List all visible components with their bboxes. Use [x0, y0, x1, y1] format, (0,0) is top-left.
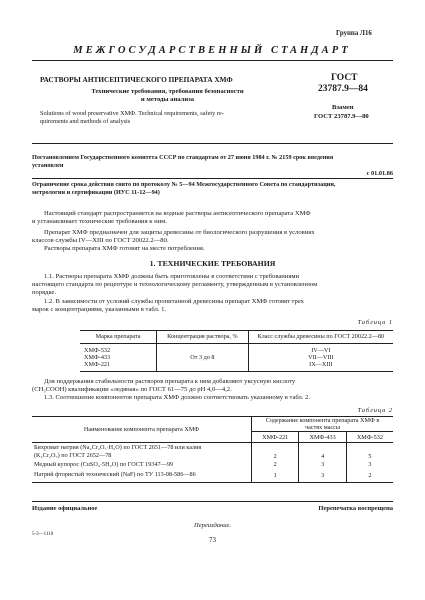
table-1-caption: Таблица 1	[357, 319, 393, 326]
t2-cell: 4	[299, 443, 346, 460]
t2-cell: 5	[346, 443, 393, 460]
t1-header-concentration: Концентрация раствора, %	[157, 331, 249, 344]
reissue-note: Переиздание.	[194, 522, 231, 529]
t2-cell: 3	[346, 460, 393, 470]
english-title-line-2: quirements and methods of analysis	[40, 118, 131, 125]
title-divider	[32, 143, 393, 144]
t2-row-name-line: (K₂Cr₂O₇) по ГОСТ 2652—78	[34, 451, 112, 459]
english-title-line-1: Solutions of wood preservative ХМФ. Technical requirements, safety re-	[40, 110, 224, 117]
limitation-line-1: Ограничение срока действия снято по протоколу № 5—94 Межгосударственного Совета по стандартизации,	[32, 181, 336, 188]
t2-header-component: Наименование компонента препарата ХМФ	[32, 417, 252, 443]
t1-class: VII—VIII	[308, 353, 334, 361]
top-divider	[32, 60, 393, 61]
p12-line-2: марок с концентрациями, указанными в табл. 1.	[32, 306, 167, 313]
t2-subheader: ХМФ-532	[346, 432, 393, 443]
group-label: Группа Л16	[336, 30, 372, 37]
print-code: 5-3—1110	[32, 532, 54, 537]
t1-grade: ХМФ-532	[84, 346, 111, 354]
standard-banner: МЕЖГОСУДАРСТВЕННЫЙ СТАНДАРТ	[73, 45, 351, 56]
t1-concentration: От 3 до 8	[157, 344, 249, 372]
t1-class: IV—VI	[311, 346, 331, 354]
t1-classes-cell	[248, 344, 393, 372]
decree-line-1: Постановлением Государственного комитета СССР по стандартам от 27 июня 1984 г. № 2159 срок введения	[32, 154, 334, 161]
t2-cell: 3	[299, 460, 346, 470]
footer-divider	[32, 501, 393, 502]
effective-date: с 01.01.86	[366, 170, 393, 177]
p11-line-3: порядке.	[32, 289, 57, 296]
acid-para-line-2: (CH₃COOH) квалификации «ледяная» по ГОСТ 61—75 до pH 4,0—4,2.	[32, 386, 232, 393]
t2-cell: 2	[252, 460, 299, 470]
intro-p1-line-2: и устанавливает технические требования к ним.	[32, 218, 167, 225]
table-1	[80, 330, 393, 372]
section-1-heading: 1. ТЕХНИЧЕСКИЕ ТРЕБОВАНИЯ	[149, 259, 276, 268]
t2-cell: 2	[252, 443, 299, 460]
intro-p3: Растворы препарата ХМФ готовят на месте потребления.	[44, 245, 205, 252]
decree-line-2: установлен	[32, 162, 64, 169]
subtitle-line-2: и методы анализа	[140, 96, 195, 103]
t2-row-name: Медный купорос (CuSO₄·5H₂O) по ГОСТ 19347—99	[34, 461, 174, 469]
p11-line-1: 1.1. Растворы препарата ХМФ должны быть приготовлены в соответствии с требованиями	[44, 273, 300, 280]
t2-header-content-line-2: частях массы	[305, 424, 340, 432]
gost-label: ГОСТ	[331, 73, 358, 83]
replaces-number: ГОСТ 23787.9—80	[314, 113, 369, 120]
t1-grade: ХМФ-221	[84, 361, 111, 369]
gost-number: 23787.9—84	[318, 84, 368, 94]
page-number: 73	[209, 536, 216, 544]
acid-para-line-1: Для поддержания стабильности растворов препарата к ним добавляют уксусную кислоту	[44, 378, 296, 385]
t2-cell: 2	[346, 470, 393, 483]
t2-header-content-line-1: Содержание компонента препарата ХМФ в	[265, 417, 380, 424]
document-title: РАСТВОРЫ АНТИСЕПТИЧЕСКОГО ПРЕПАРАТА ХМФ	[40, 75, 233, 84]
t2-row-name: Натрий фтористый технический (NaF) по ТУ 113-08-586—86	[32, 470, 252, 483]
intro-p2-line-2: классов службы IV—XIII по ГОСТ 20022.2—80.	[32, 237, 169, 244]
p13: 1.3. Соотношение компонентов препарата ХМФ должно соответствовать указанному в табл. 2.	[44, 394, 311, 401]
t2-header-content	[252, 417, 394, 432]
p12-line-1: 1.2. В зависимости от условий службы пропитанной древесины препарат ХМФ готовят трех	[44, 298, 304, 305]
table-2-caption: Таблица 2	[357, 407, 393, 414]
limitation-line-2: метрологии и сертификации (ИУС 11-12—94)	[32, 189, 160, 196]
t1-class: IX—XIII	[309, 361, 333, 369]
t2-subheader: ХМФ-221	[252, 432, 299, 443]
decree-divider	[32, 178, 393, 179]
t1-header-grade: Марка препарата	[80, 331, 157, 344]
t1-header-class: Класс службы древесины по ГОСТ 20022.2—80	[248, 331, 393, 344]
replaces-label: Взамен	[332, 104, 354, 111]
intro-p1-line-1: Настоящий стандарт распространяется на водные растворы антисептического препарата ХМФ	[44, 210, 311, 217]
p11-line-2: настоящего стандарта по рецептуре и технологическому регламенту, утвержденным в установленном	[32, 281, 318, 288]
t2-subheader: ХМФ-433	[299, 432, 346, 443]
t1-grade: ХМФ-433	[84, 353, 111, 361]
table-2	[32, 416, 393, 483]
subtitle-line-1: Технические требования, требования безопасности	[91, 88, 244, 95]
t2-row-name-line: Бихромат натрия (Na₂Cr₂O₇·H₂O) по ГОСТ 2651—78 или калия	[34, 444, 202, 452]
official-edition: Издание официальное	[32, 505, 98, 512]
reprint-prohibited: Перепечатка воспрещена	[318, 505, 393, 512]
t2-cell: 1	[252, 470, 299, 483]
t2-cell: 3	[299, 470, 346, 483]
intro-p2-line-1: Препарат ХМФ предназначен для защиты древесины от биологического разрушения в условиях	[44, 229, 315, 236]
t2-row-name	[32, 443, 252, 460]
t1-grades-cell	[80, 344, 157, 372]
